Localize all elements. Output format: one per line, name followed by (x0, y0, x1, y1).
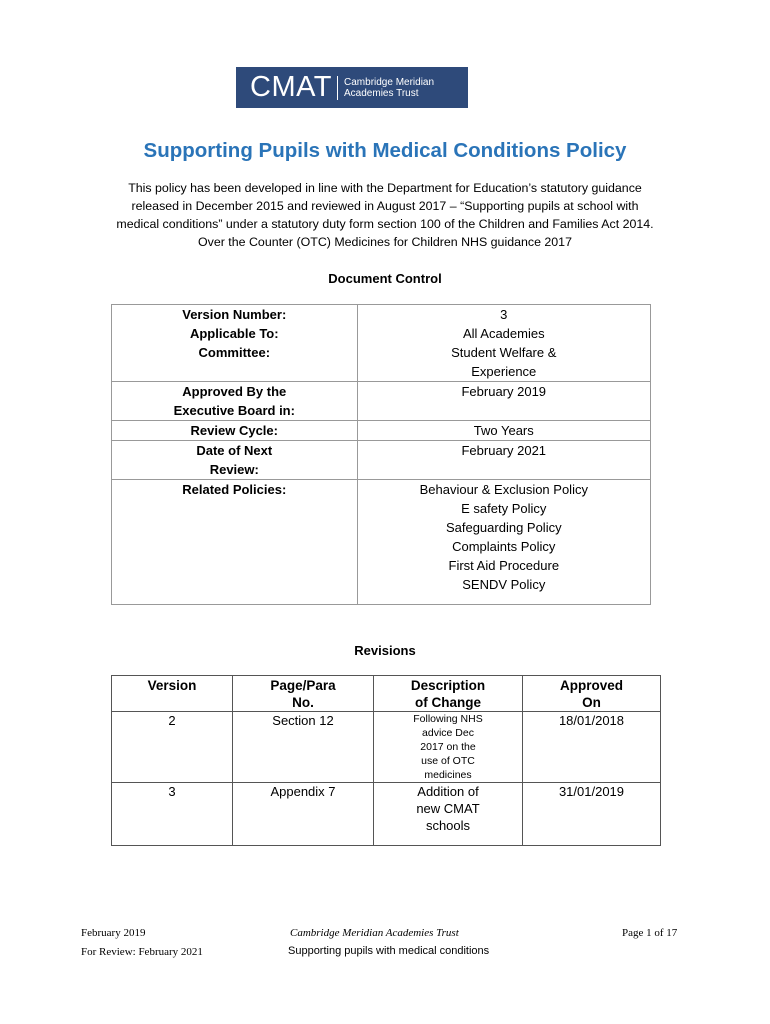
header-approved-line: On (582, 695, 601, 710)
value-cell (357, 441, 650, 480)
policy-item: Behaviour & Exclusion Policy (419, 482, 588, 497)
intro-paragraph (40, 179, 730, 251)
page-value: Appendix 7 (270, 784, 336, 799)
intro-line: This policy has been developed in line with the Department for Education’s statutory guidance (128, 181, 642, 195)
header-version (112, 676, 233, 712)
cell-page (233, 712, 374, 783)
value-cell (357, 421, 650, 441)
header-approved-line: Approved (559, 678, 623, 693)
page-value: Section 12 (272, 713, 334, 728)
cell-version (112, 712, 233, 783)
label-committee: Committee: (198, 345, 271, 360)
value-cell (357, 480, 650, 605)
cell-approved (523, 783, 661, 846)
logo-line-1: Cambridge Meridian (344, 76, 435, 88)
policy-item: Safeguarding Policy (445, 520, 562, 535)
label-cell (112, 421, 358, 441)
value-committee-cont: Experience (471, 364, 537, 379)
cell-description (374, 712, 523, 783)
footer-subject: Supporting pupils with medical conditions (288, 945, 490, 957)
table-header-row (112, 676, 661, 712)
label-cell (112, 480, 358, 605)
label-cell (112, 382, 358, 421)
cell-version (112, 783, 233, 846)
footer-page-number: Page 1 of 17 (622, 927, 678, 939)
footer-trust-name: Cambridge Meridian Academies Trust (290, 927, 459, 939)
approved-value: 31/01/2019 (558, 784, 625, 799)
intro-line: released in December 2015 and reviewed in August 2017 – “Supporting pupils at school with (131, 199, 639, 213)
desc-line: Following NHS (413, 713, 483, 725)
header-desc-line: of Change (415, 695, 481, 710)
cell-page (233, 783, 374, 846)
policy-item: Complaints Policy (452, 539, 556, 554)
label-applicable-to: Applicable To: (189, 326, 279, 341)
table-row (112, 712, 661, 783)
desc-line: advice Dec (422, 727, 474, 739)
desc-line: 2017 on the (420, 741, 476, 753)
intro-line: Over the Counter (OTC) Medicines for Children NHS guidance 2017 (198, 235, 572, 249)
footer-review-date: For Review: February 2021 (81, 946, 203, 958)
header-page-line: Page/Para (270, 678, 336, 693)
logo-text (344, 77, 434, 99)
value-applicable-to: All Academies (462, 326, 545, 341)
header-page (233, 676, 374, 712)
logo-mark: CMAT (250, 71, 333, 103)
page-title: Supporting Pupils with Medical Conditions Policy (143, 139, 627, 162)
version-value: 3 (168, 784, 176, 799)
value-review-cycle: Two Years (473, 423, 534, 438)
revisions-table (111, 675, 661, 846)
label-review-cycle: Review Cycle: (190, 423, 278, 438)
table-row (112, 421, 651, 441)
value-cell (357, 305, 650, 382)
revisions-heading: Revisions (354, 643, 416, 658)
document-control-heading: Document Control (328, 271, 442, 286)
label-version-number: Version Number: (182, 307, 287, 322)
value-version-number: 3 (500, 307, 508, 322)
table-row (112, 305, 651, 382)
document-control-table (111, 304, 651, 605)
label-next-review-cont: Review: (209, 462, 259, 477)
desc-line: Addition of (417, 784, 479, 799)
desc-line: medicines (424, 769, 472, 781)
table-row (112, 441, 651, 480)
cell-approved (523, 712, 661, 783)
logo-divider (337, 76, 338, 100)
value-cell (357, 382, 650, 421)
desc-line: schools (425, 818, 471, 833)
label-next-review: Date of Next (196, 443, 273, 458)
label-approved-by-cont: Executive Board in: (173, 403, 295, 418)
policy-item: SENDV Policy (462, 577, 546, 592)
header-approved (523, 676, 661, 712)
desc-line: new CMAT (416, 801, 480, 816)
value-approved-by: February 2019 (461, 384, 547, 399)
header-version-text: Version (147, 678, 197, 693)
approved-value: 18/01/2018 (558, 713, 625, 728)
label-approved-by: Approved By the (182, 384, 287, 399)
value-next-review: February 2021 (461, 443, 547, 458)
cell-description (374, 783, 523, 846)
cmat-logo (236, 67, 468, 108)
logo-line-2: Academies Trust (344, 87, 419, 99)
label-cell (112, 305, 358, 382)
header-page-line: No. (292, 695, 314, 710)
table-row (112, 382, 651, 421)
policy-item: First Aid Procedure (448, 558, 560, 573)
label-cell (112, 441, 358, 480)
header-description (374, 676, 523, 712)
table-row (112, 783, 661, 846)
table-row (112, 480, 651, 605)
desc-line: use of OTC (421, 755, 475, 767)
intro-line: medical conditions” under a statutory duty form section 100 of the Children and Families Act 2014. (116, 217, 654, 231)
footer-date: February 2019 (81, 927, 146, 939)
value-committee: Student Welfare & (451, 345, 557, 360)
policy-item: E safety Policy (461, 501, 547, 516)
header-desc-line: Description (410, 678, 486, 693)
label-related-policies: Related Policies: (182, 482, 287, 497)
version-value: 2 (168, 713, 176, 728)
